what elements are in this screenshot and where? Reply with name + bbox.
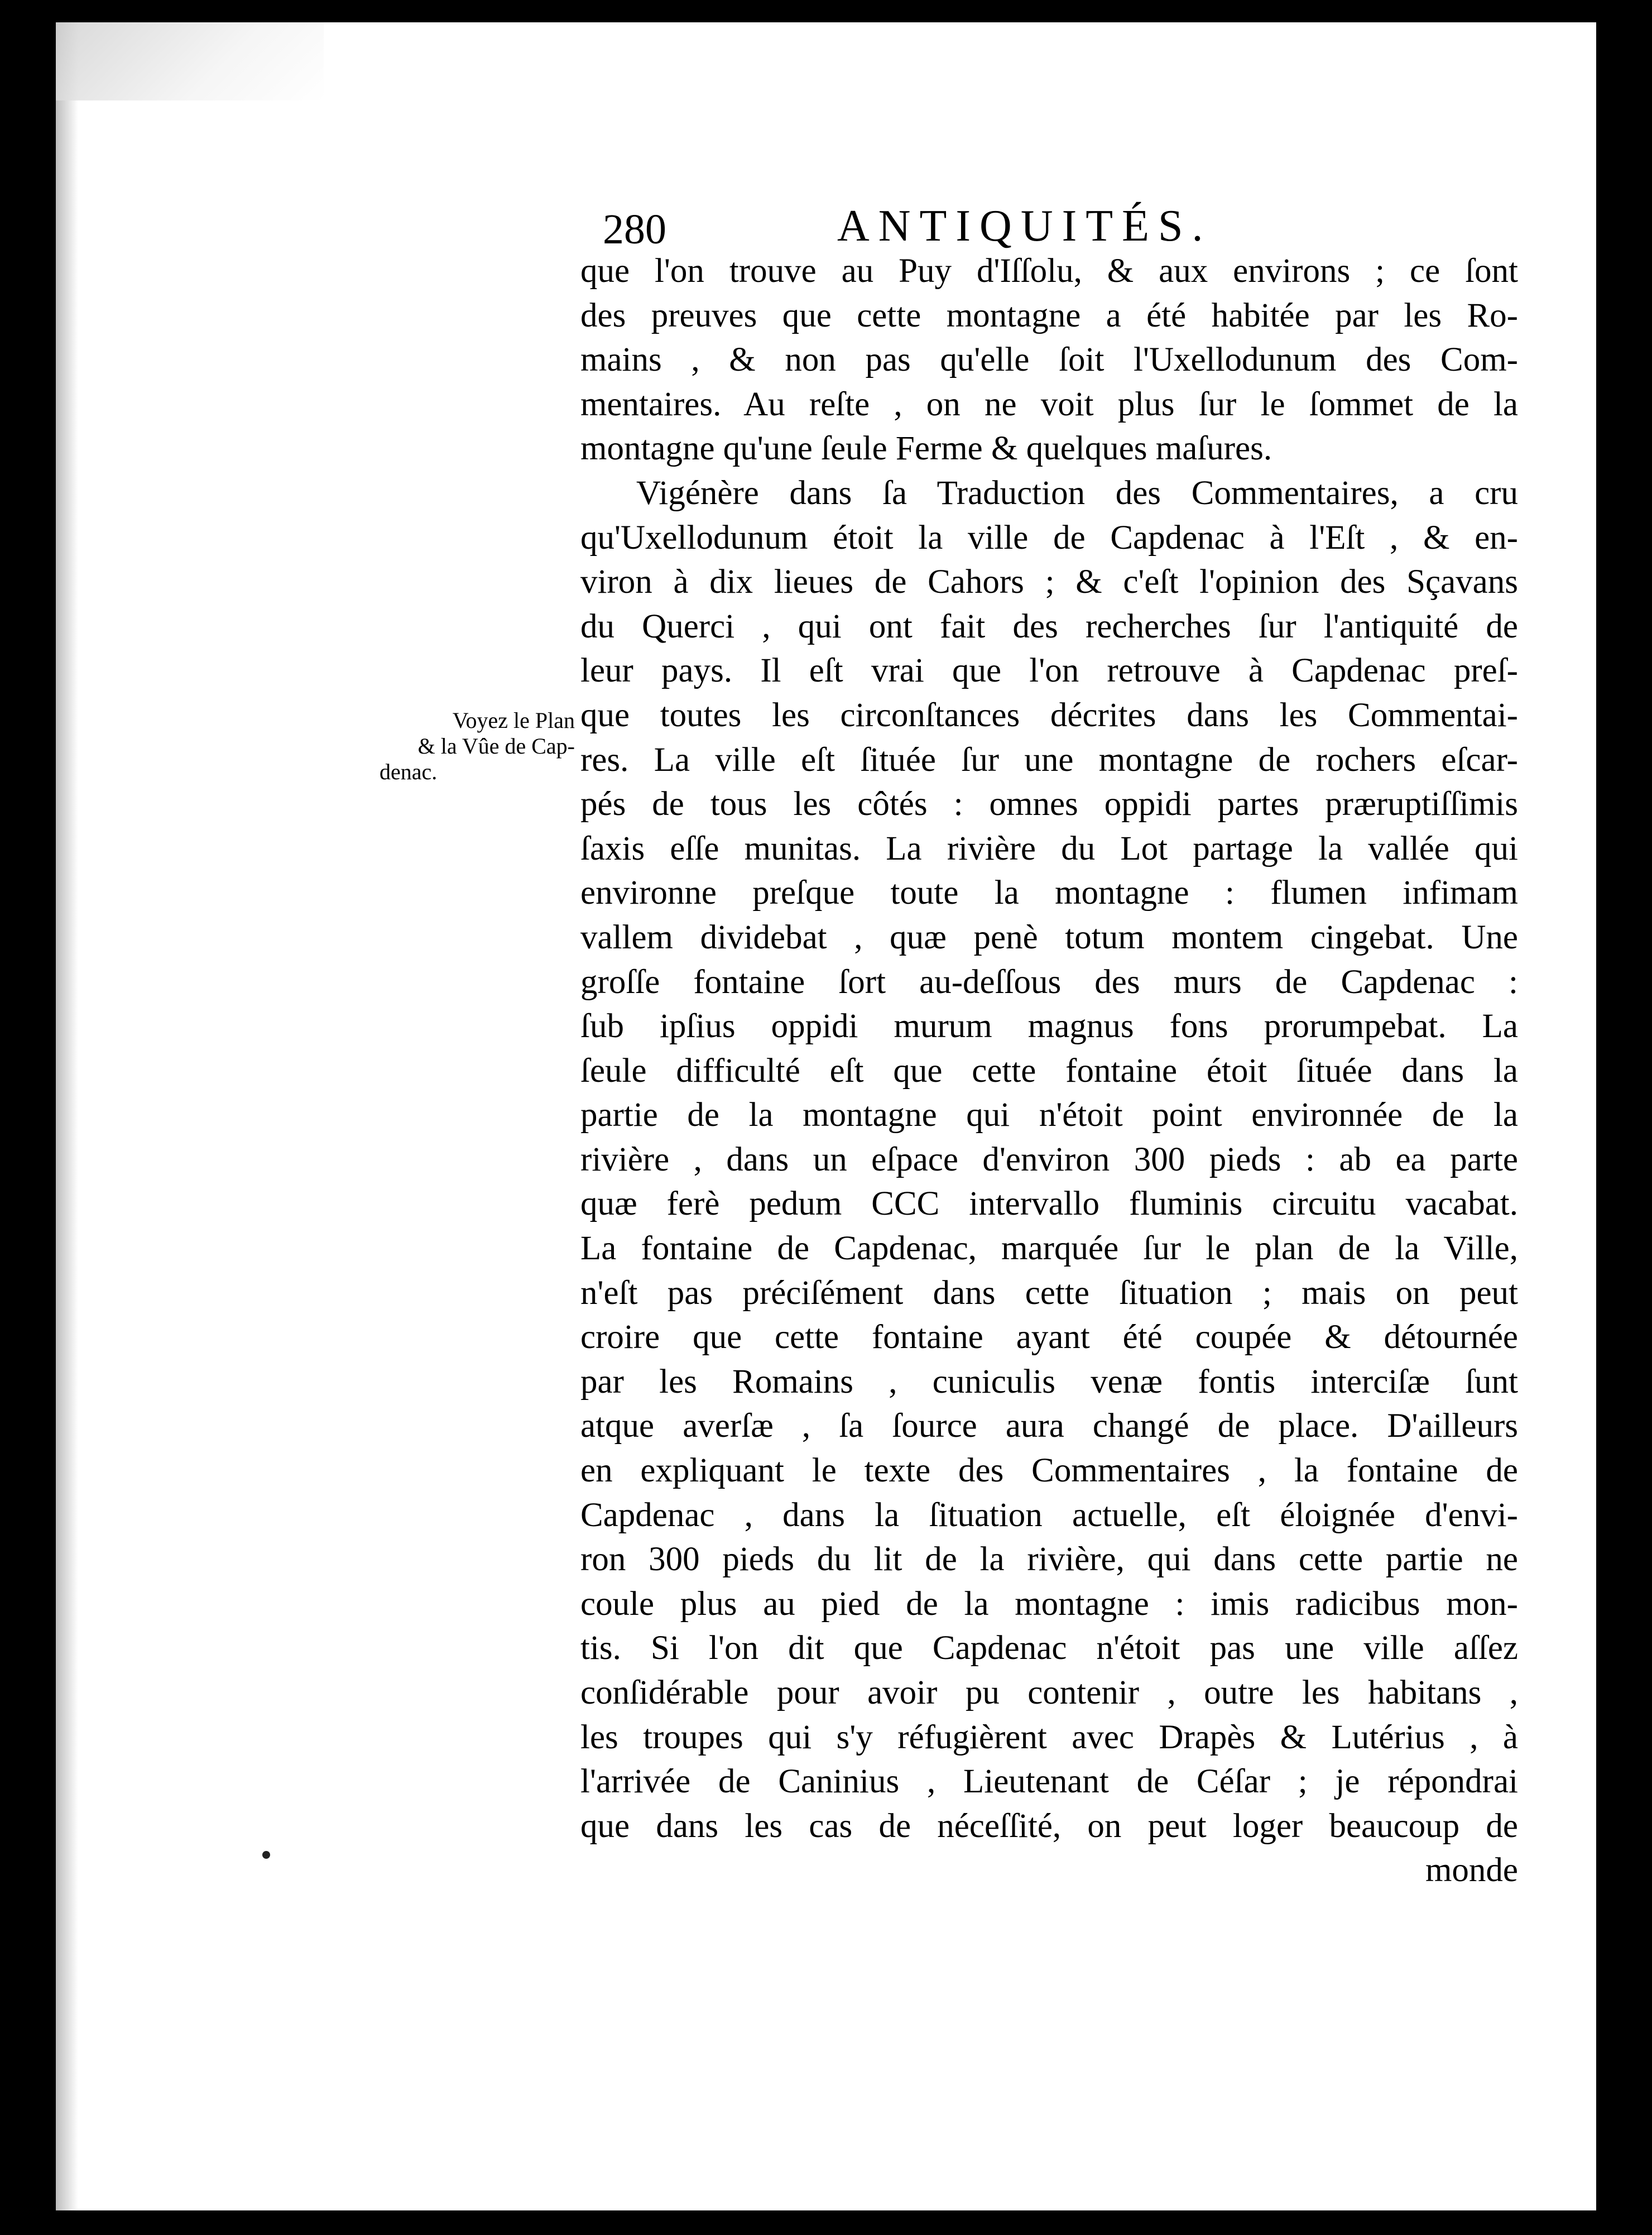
text-line: rivière , dans un eſpace d'environ 300 pieds : ab ea parte: [580, 1140, 1518, 1178]
text-line: res. La ville eſt ſituée ſur une montagne de rochers eſcar-: [580, 741, 1518, 779]
running-title: ANTIQUITÉS.: [837, 202, 1212, 251]
text-line: coule plus au pied de la montagne : imis radicibus mon-: [580, 1585, 1518, 1623]
text-line: conſidérable pour avoir pu contenir , outre les habitans ,: [580, 1674, 1518, 1711]
text-line: partie de la montagne qui n'étoit point environnée de la: [580, 1096, 1518, 1134]
text-line: croire que cette fontaine ayant été coupée & détournée: [580, 1318, 1518, 1356]
text-line: vallem dividebat , quæ penè totum montem cingebat. Une: [580, 918, 1518, 956]
text-line: du Querci , qui ont fait des recherches ſur l'antiquité de: [580, 607, 1518, 645]
text-line: ſaxis eſſe munitas. La rivière du Lot partage la vallée qui: [580, 829, 1518, 867]
body-text: [580, 249, 1518, 1893]
margin-note: [363, 708, 575, 785]
text-line: leur pays. Il eſt vrai que l'on retrouve à Capdenac preſ-: [580, 652, 1518, 690]
ink-speck: [262, 1851, 270, 1859]
text-line: n'eſt pas préciſément dans cette ſituation ; mais on peut: [580, 1274, 1518, 1312]
margin-note-line: & la Vûe de Cap-: [417, 733, 575, 759]
text-line: ſeule difficulté eſt que cette fontaine étoit ſituée dans la: [580, 1052, 1518, 1090]
text-line: en expliquant le texte des Commentaires , la fontaine de: [580, 1452, 1518, 1490]
text-line: La fontaine de Capdenac, marquée ſur le plan de la Ville,: [580, 1230, 1518, 1268]
text-line: atque averſæ , ſa ſource aura changé de place. D'ailleurs: [580, 1407, 1518, 1445]
margin-note-line: Voyez le Plan: [452, 708, 575, 733]
text-line: des preuves que cette montagne a été habitée par les Ro-: [580, 296, 1518, 334]
text-line: l'arrivée de Caninius , Lieutenant de Céſar ; je répondrai: [580, 1763, 1518, 1801]
text-line: quæ ferè pedum CCC intervallo fluminis circuitu vacabat.: [580, 1185, 1518, 1223]
text-line: Vigénère dans ſa Traduction des Commentaires, a cru: [636, 474, 1518, 512]
catchword: monde: [1425, 1852, 1518, 1889]
corner-smudge: [56, 22, 324, 100]
text-line: environne preſque toute la montagne : flumen infimam: [580, 874, 1518, 912]
text-line: les troupes qui s'y réfugièrent avec Drapès & Lutérius , à: [580, 1718, 1518, 1756]
text-line: que dans les cas de néceſſité, on peut loger beaucoup de: [580, 1807, 1518, 1845]
text-line: mains , & non pas qu'elle ſoit l'Uxellodunum des Com-: [580, 341, 1518, 379]
gutter-shadow: [56, 22, 78, 2210]
text-line: tis. Si l'on dit que Capdenac n'étoit pas une ville aſſez: [580, 1629, 1518, 1667]
text-line: que l'on trouve au Puy d'Iſſolu, & aux environs ; ce ſont: [580, 252, 1518, 290]
text-line: viron à dix lieues de Cahors ; & c'eſt l'opinion des Sçavans: [580, 563, 1518, 601]
text-line: groſſe fontaine ſort au-deſſous des murs de Capdenac :: [580, 963, 1518, 1001]
text-line: ron 300 pieds du lit de la rivière, qui dans cette partie ne: [580, 1541, 1518, 1579]
text-line: montagne qu'une ſeule Ferme & quelques maſures.: [580, 430, 1272, 468]
text-line: que toutes les circonſtances décrites dans les Commentai-: [580, 696, 1518, 734]
text-line: mentaires. Au reſte , on ne voit plus ſur le ſommet de la: [580, 385, 1518, 423]
margin-note-line: denac.: [380, 759, 438, 784]
page-number: 280: [603, 206, 666, 253]
text-line: Capdenac , dans la ſituation actuelle, eſt éloignée d'envi-: [580, 1496, 1518, 1534]
text-line: par les Romains , cuniculis venæ fontis interciſæ ſunt: [580, 1363, 1518, 1401]
text-line: qu'Uxellodunum étoit la ville de Capdenac à l'Eſt , & en-: [580, 519, 1518, 557]
text-line: pés de tous les côtés : omnes oppidi partes præruptiſſimis: [580, 785, 1518, 823]
text-line: ſub ipſius oppidi murum magnus fons prorumpebat. La: [580, 1008, 1518, 1045]
